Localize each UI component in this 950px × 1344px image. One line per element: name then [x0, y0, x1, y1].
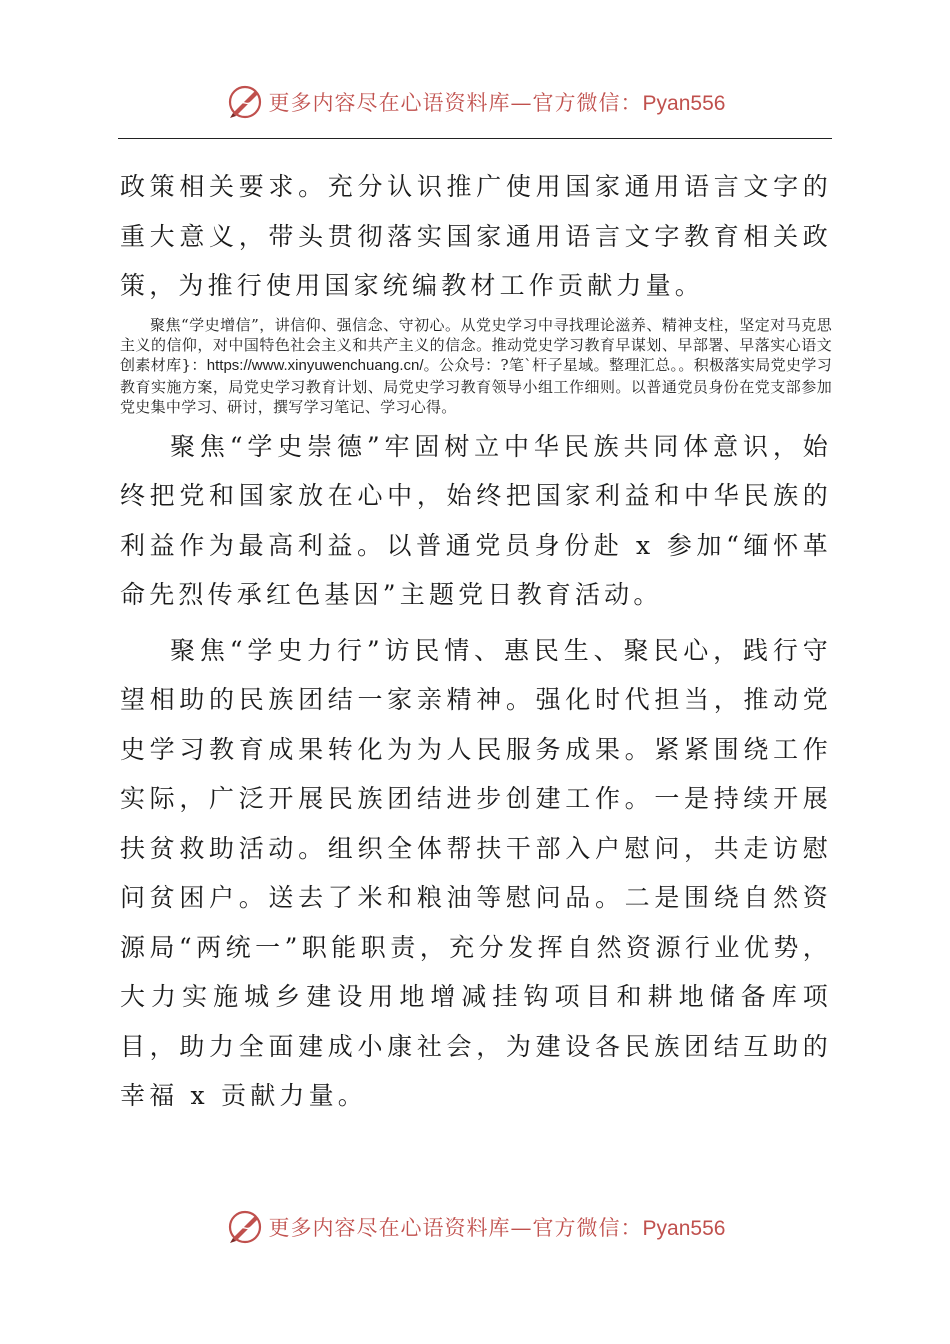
header-rule — [118, 138, 832, 139]
paragraph-xueshi-zengxin: 聚焦“学史增信”，讲信仰、强信念、守初心。从党史学习中寻找理论滋养、精神支柱，坚定对马克思主义的信仰，对中国特色社会主义和共产主义的信念。推动党史学习教育早谋划、早部署、早落实心语文创素材库}：https://www.xinyuwenchuang.cn/。公众号：?笔`杆子星域。整理汇总。。积极落实局党史学习教育实施方案，局党史学习教育计划、局党史学习教育领导小组工作细则。以普通党员身份在党支部参加党史集中学习、研讨，撰写学习笔记、学习心得。 — [120, 315, 832, 417]
header-banner-text: 更多内容尽在心语资料库—官方微信：Pyan556 — [268, 91, 726, 115]
footer-banner-text: 更多内容尽在心语资料库—官方微信：Pyan556 — [268, 1216, 726, 1240]
paragraph-xueshi-chongde: 聚焦“学史崇德”牢固树立中华民族共同体意识，始终把党和国家放在心中，始终把国家利益和中华民族的利益作为最高利益。以普通党员身份赴 x 参加“缅怀革命先烈传承红色基因”主题党日教育活动。 — [120, 431, 832, 610]
paragraph-policy: 政策相关要求。充分认识推广使用国家通用语言文字的重大意义，带头贯彻落实国家通用语言文字教育相关政策，为推行使用国家统编教材工作贡献力量。 — [120, 172, 832, 300]
document-body — [120, 162, 832, 1121]
paragraph-xueshi-lixing: 聚焦“学史力行”访民情、惠民生、聚民心，践行守望相助的民族团结一家亲精神。强化时代担当，推动党史学习教育成果转化为为人民服务成果。紧紧围绕工作实际，广泛开展民族团结进步创建工作。一是持续开展扶贫救助活动。组织全体帮扶干部入户慰问，共走访慰问贫困户。送去了米和粮油等慰问品。二是围绕自然资源局“两统一”职能职责，充分发挥自然资源行业优势，大力实施城乡建设用地增减挂钩项目和耕地储备库项目，助力全面建成小康社会，为建设各民族团结互助的幸福 x 贡献力量。 — [120, 635, 832, 1111]
footer-banner — [0, 1207, 950, 1247]
pen-logo-icon — [225, 82, 265, 122]
pen-logo-icon — [225, 1207, 265, 1247]
header-banner — [0, 82, 950, 122]
source-url: https://www.xinyuwenchuang.cn/ — [206, 357, 424, 375]
